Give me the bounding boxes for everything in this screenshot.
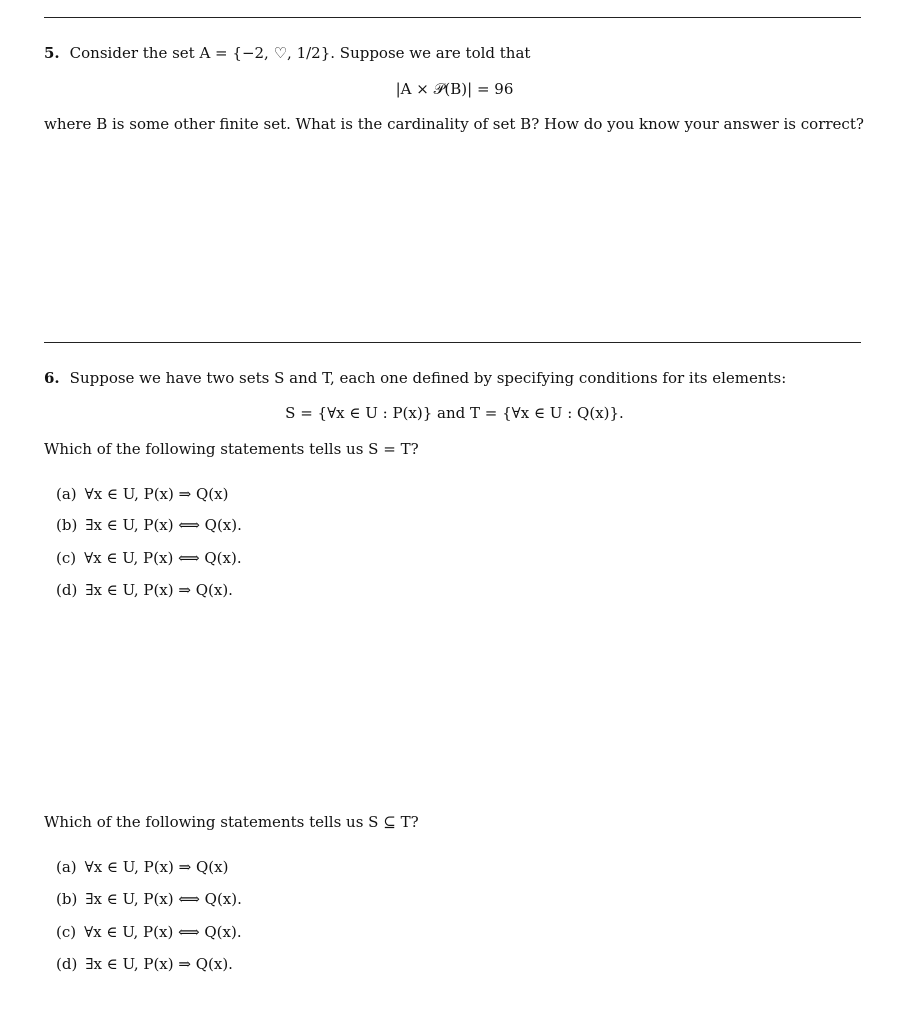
q5-question: where B is some other finite set. What is the cardinality of set B? How do you know your answer is correct?	[44, 115, 864, 133]
q6-part1-option-b[interactable]	[56, 516, 242, 534]
q6-part1-option-c[interactable]	[56, 549, 242, 567]
option-text: ∀x ∈ U, P(x) ⇒ Q(x)	[84, 485, 229, 503]
q5-number: 5.	[44, 44, 60, 62]
q6-part1-option-a[interactable]	[56, 485, 228, 503]
option-label: (a)	[56, 858, 77, 876]
option-label: (c)	[56, 923, 77, 941]
option-text: ∀x ∈ U, P(x) ⟺ Q(x).	[84, 923, 242, 941]
option-label: (d)	[56, 955, 78, 973]
q6-part2-option-b[interactable]	[56, 890, 242, 908]
q6-part2-option-d[interactable]	[56, 955, 233, 973]
q6-part1-option-d[interactable]	[56, 581, 233, 599]
option-text: ∃x ∈ U, P(x) ⇒ Q(x).	[85, 581, 233, 599]
option-label: (b)	[56, 890, 78, 908]
option-text: ∀x ∈ U, P(x) ⇒ Q(x)	[84, 858, 229, 876]
q5-equation: |A × 𝒫(B)| = 96	[395, 80, 514, 98]
q6-intro: Suppose we have two sets S and T, each one defined by specifying conditions for its elements:	[69, 369, 787, 387]
option-label: (c)	[56, 549, 77, 567]
q6-part2-option-c[interactable]	[56, 923, 242, 941]
option-label: (a)	[56, 485, 77, 503]
option-text: ∃x ∈ U, P(x) ⇒ Q(x).	[85, 955, 233, 973]
option-text: ∃x ∈ U, P(x) ⟺ Q(x).	[85, 890, 242, 908]
q6-part2-prompt: Which of the following statements tells us S ⊆ T?	[44, 813, 419, 831]
middle-divider	[44, 342, 861, 343]
option-text: ∃x ∈ U, P(x) ⟺ Q(x).	[85, 516, 242, 534]
top-divider	[44, 17, 861, 18]
q6-intro-line	[44, 369, 786, 387]
option-label: (d)	[56, 581, 78, 599]
option-label: (b)	[56, 516, 78, 534]
q6-definition: S = {∀x ∈ U : P(x)} and T = {∀x ∈ U : Q(x)}.	[285, 404, 624, 422]
q6-part2-option-a[interactable]	[56, 858, 228, 876]
q6-number: 6.	[44, 369, 60, 387]
q6-part1-prompt: Which of the following statements tells us S = T?	[44, 440, 419, 458]
option-text: ∀x ∈ U, P(x) ⟺ Q(x).	[84, 549, 242, 567]
q5-intro-line	[44, 44, 530, 62]
q5-intro: Consider the set A = {−2, ♡, 1/2}. Suppose we are told that	[69, 44, 531, 62]
